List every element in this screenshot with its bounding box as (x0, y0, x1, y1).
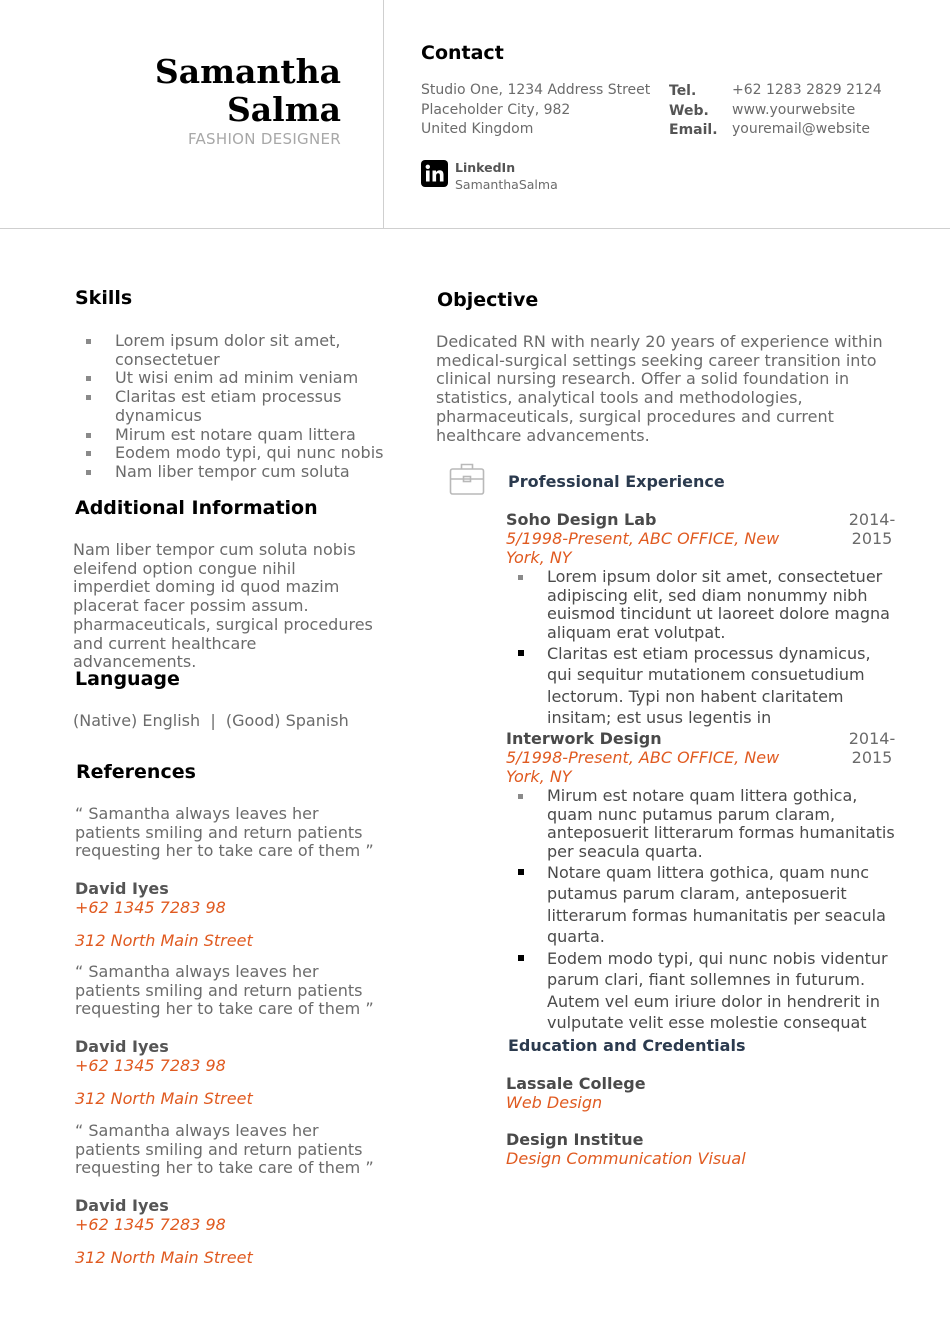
reference-item (75, 805, 375, 951)
reference-phone: +62 1345 7283 98 (75, 1214, 226, 1234)
header-divider-vertical (383, 0, 384, 228)
additional-heading: Additional Information (75, 497, 318, 519)
skill-item: Claritas est etiam processus dynamicus (73, 388, 393, 425)
reference-phone: +62 1345 7283 98 (75, 897, 226, 917)
job-bullet: Eodem modo typi, qui nunc nobis videntur parum clari, fiant sollemnes in futurum. Autem vel eum iriure dolor in hendrerit in vulputate velit esse molestie consequat (505, 948, 900, 1034)
job-position: 5/1998-Present, ABC OFFICE, New York, NY (506, 529, 780, 567)
reference-item (75, 963, 375, 1109)
education-item (506, 1131, 746, 1168)
job-date: 2014-2015 (848, 729, 896, 767)
objective-heading: Objective (437, 289, 539, 311)
skills-heading: Skills (75, 287, 133, 309)
last-name: Salma (226, 90, 341, 129)
references-heading: References (76, 761, 196, 783)
skill-item: Mirum est notare quam littera (73, 426, 393, 445)
linkedin-icon[interactable] (421, 160, 448, 187)
job-company: Soho Design Lab (506, 510, 657, 529)
header-divider-horizontal (0, 228, 950, 229)
education-field: Design Communication Visual (506, 1148, 746, 1168)
job-position: 5/1998-Present, ABC OFFICE, New York, NY (506, 748, 780, 786)
contact-address (421, 81, 666, 140)
job-bullets (505, 567, 900, 728)
web-label: Web. (669, 102, 709, 119)
skill-item: Ut wisi enim ad minim veniam (73, 369, 393, 388)
reference-quote: “ Samantha always leaves her patients smiling and return patients requesting her to take care of them ” (75, 962, 374, 1019)
contact-values (732, 81, 882, 140)
email-label: Email. (669, 122, 718, 138)
address-line: Placeholder City, 982 (421, 101, 571, 118)
linkedin-block (455, 159, 558, 193)
reference-phone: +62 1345 7283 98 (75, 1055, 226, 1075)
education-heading: Education and Credentials (508, 1036, 746, 1055)
reference-address: 312 North Main Street (75, 1248, 253, 1268)
education-field: Web Design (506, 1092, 603, 1112)
tel-value[interactable]: +62 1283 2829 2124 (732, 82, 882, 98)
job-bullet: Mirum est notare quam littera gothica, quam nunc putamus parum claram, anteposuerit litterarum formas humanitatis per seacula quarta. (505, 787, 900, 862)
job-title: FASHION DESIGNER (187, 130, 341, 148)
email-value[interactable]: youremail@website (732, 121, 871, 137)
briefcase-icon (449, 461, 485, 497)
skill-item: Nam liber tempor cum soluta (73, 463, 393, 482)
job-bullets (505, 786, 900, 1033)
job-bullet: Claritas est etiam processus dynamicus, qui sequitur mutationem consuetudium lectorum. Typi non habent claritatem insitam; est usus legentis in (505, 643, 900, 729)
reference-quote: “ Samantha always leaves her patients smiling and return patients requesting her to take care of them ” (75, 804, 374, 861)
linkedin-label: LinkedIn (455, 160, 516, 175)
skill-item: Lorem ipsum dolor sit amet, consectetuer (73, 332, 393, 369)
skills-list (73, 332, 393, 482)
job-bullet: Lorem ipsum dolor sit amet, consectetuer adipiscing elit, sed diam nonummy nibh euismod tincidunt ut laoreet dolore magna aliquam erat volutpat. (505, 568, 900, 643)
job-bullet: Notare quam littera gothica, quam nunc putamus parum claram, anteposuerit litterarum formas humanitatis per seacula quarta. (505, 862, 900, 948)
job-date: 2014-2015 (848, 510, 896, 548)
contact-labels (669, 82, 718, 141)
address-line: Studio One, 1234 Address Street (421, 82, 651, 98)
language-text: (Native) English | (Good) Spanish (73, 711, 349, 730)
tel-label: Tel. (669, 83, 697, 99)
linkedin-handle[interactable]: SamanthaSalma (455, 177, 558, 192)
reference-address: 312 North Main Street (75, 931, 253, 951)
language-heading: Language (75, 668, 180, 690)
education-item (506, 1075, 646, 1112)
reference-item (75, 1122, 375, 1268)
education-school: Lassale College (506, 1074, 646, 1093)
reference-name: David Iyes (75, 1196, 169, 1215)
web-value[interactable]: www.yourwebsite (732, 101, 856, 118)
additional-text: Nam liber tempor cum soluta nobis eleifend option congue nihil imperdiet doming id quod mazim placerat facer possim assum. pharmaceuticals, surgical procedures and current healthcare advancements. (73, 540, 373, 672)
job-company: Interwork Design (506, 729, 662, 748)
reference-address: 312 North Main Street (75, 1089, 253, 1109)
reference-name: David Iyes (75, 879, 169, 898)
education-school: Design Institue (506, 1130, 644, 1149)
reference-name: David Iyes (75, 1037, 169, 1056)
reference-quote: “ Samantha always leaves her patients smiling and return patients requesting her to take care of them ” (75, 1121, 374, 1178)
objective-text: Dedicated RN with nearly 20 years of experience within medical-surgical settings seeking career transition into clinical nursing research. Offer a solid foundation in statistics, analytical tools and methodologies, pharmaceuticals, surgical procedures and current healthcare advancements. (436, 332, 883, 445)
skill-item: Eodem modo typi, qui nunc nobis (73, 444, 393, 463)
address-line: United Kingdom (421, 121, 534, 137)
first-name: Samantha (154, 52, 341, 91)
contact-heading: Contact (421, 42, 504, 64)
experience-heading: Professional Experience (508, 472, 725, 491)
